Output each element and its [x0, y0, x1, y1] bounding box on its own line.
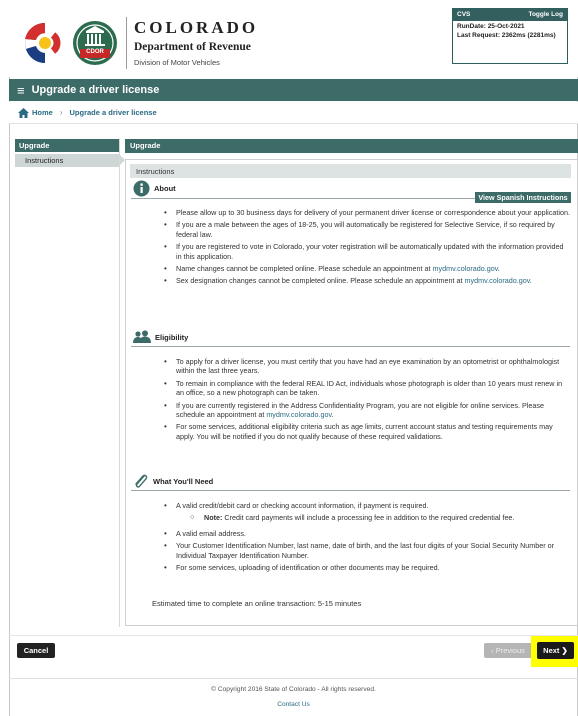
mydmv-link[interactable]: mydmv.colorado.gov	[464, 276, 530, 286]
about-list	[160, 208, 570, 289]
list-item: • If you are registered to vote in Colorado, your voter registration will be automatically updated with the information provided in this application.	[160, 242, 570, 261]
eligibility-title: Eligibility	[155, 332, 189, 342]
footer-nav-divider	[9, 635, 578, 636]
note-label: Note:	[204, 513, 223, 523]
what-youll-need-title: What You'll Need	[153, 477, 214, 486]
acp-text: If you are currently registered in the Address Confidentiality Program, you are not eligible for online services. Please schedule an appointment at	[176, 400, 544, 420]
eligibility-section-title	[133, 330, 188, 344]
previous-button[interactable]: ‹ Previous	[484, 643, 532, 658]
brand-division: Division of Motor Vehicles	[134, 58, 220, 67]
environment-info-box	[452, 8, 568, 64]
next-button[interactable]	[537, 642, 574, 659]
name-change-text: Name changes cannot be completed online. Please schedule an appointment at	[176, 264, 433, 274]
page-title: Upgrade a driver license	[31, 84, 160, 96]
estimated-time: Estimated time to complete an online transaction: 5-15 minutes	[152, 599, 362, 608]
period: .	[331, 410, 334, 420]
list-item: • Please allow up to 30 business days for delivery of your permanent driver license or correspondence about your application.	[160, 208, 570, 217]
breadcrumb-current[interactable]: Upgrade a driver license	[69, 108, 157, 117]
about-section-title	[133, 180, 176, 197]
what-youll-need-section-title	[133, 473, 213, 490]
left-nav-header: Upgrade	[15, 139, 119, 152]
cdor-seal-icon	[72, 19, 118, 67]
chevron-right-icon: ❯	[561, 646, 568, 655]
period: .	[497, 264, 500, 274]
list-item: • To remain in compliance with the federal REAL ID Act, individuals whose photograph is older than 10 years must renew in an office, so a new photograph can be taken.	[160, 379, 570, 398]
people-icon	[133, 330, 151, 344]
list-item: • To apply for a driver license, you must certify that you have had an eye examination by an optometrist or ophthalmologist within the last three years.	[160, 357, 570, 376]
page-title-bar	[9, 79, 578, 101]
left-nav-divider	[119, 139, 120, 627]
list-item: • For some services, uploading of identification or other documents may be required.	[160, 563, 570, 572]
breadcrumb	[9, 102, 578, 124]
brand-title: COLORADO	[134, 18, 259, 37]
list-item: • If you are a male between the ages of 18-25, you will automatically be registered for Selective Service, if so required by federal law.	[160, 220, 570, 239]
seal-label: CDOR	[86, 49, 104, 55]
list-item	[160, 401, 570, 420]
sex-change-text: Sex designation changes cannot be completed online. Please schedule an appointment at	[176, 276, 465, 286]
list-item	[160, 276, 570, 285]
breadcrumb-separator: ›	[59, 108, 63, 117]
toggle-log-link[interactable]: Toggle Log	[528, 11, 563, 18]
mydmv-link[interactable]: mydmv.colorado.gov	[432, 264, 498, 274]
breadcrumb-home-link[interactable]: Home	[32, 108, 53, 117]
period: .	[529, 276, 532, 286]
footer-divider	[9, 678, 578, 679]
colorado-c-logo-icon	[23, 21, 67, 65]
home-icon[interactable]	[18, 108, 29, 118]
brand-department: Department of Revenue	[134, 41, 251, 53]
list-item: • For some services, additional eligibility criteria such as age limits, current account status and testing requirements may apply. You will be notified if you do not qualify because of these required validations.	[160, 422, 570, 441]
list-item	[160, 501, 570, 523]
need-list	[160, 501, 570, 575]
next-label: Next	[543, 646, 560, 655]
instructions-header: Instructions	[130, 164, 571, 178]
environment-label: CVS	[457, 11, 471, 18]
copyright: © Copyright 2016 State of Colorado - All rights reserved.	[211, 686, 376, 693]
brand-block	[126, 17, 258, 69]
environment-info-header	[453, 9, 567, 21]
main-header: Upgrade	[125, 139, 578, 153]
eligibility-list	[160, 357, 570, 444]
note-item	[176, 513, 570, 522]
last-request: Last Request: 2362ms (2281ms)	[457, 32, 556, 39]
info-icon	[133, 180, 150, 197]
paperclip-icon	[133, 473, 149, 490]
colorado-logo[interactable]	[23, 19, 127, 67]
contact-us-link[interactable]: Contact Us	[277, 701, 310, 708]
about-title: About	[154, 184, 176, 193]
list-item: • A valid email address.	[160, 529, 570, 538]
mydmv-link[interactable]: mydmv.colorado.gov	[266, 410, 332, 420]
list-item: • Your Customer Identification Number, last name, date of birth, and the last four digits of your Social Security Number or Individual Taxpayer Identification Number.	[160, 541, 570, 560]
need-rule	[131, 490, 570, 491]
eligibility-rule	[131, 346, 570, 347]
card-text: A valid credit/debit card or checking account information, if payment is required.	[176, 501, 429, 510]
cancel-button[interactable]: Cancel	[17, 643, 55, 658]
run-date: RunDate: 25-Oct-2021	[457, 23, 525, 30]
hamburger-menu-icon[interactable]: ≡	[17, 82, 25, 98]
list-item	[160, 264, 570, 273]
left-nav	[15, 139, 119, 167]
note-text: Credit card payments will include a processing fee in addition to the required credential fee.	[222, 513, 515, 523]
left-nav-item-instructions[interactable]: Instructions	[15, 154, 119, 167]
previous-label: Previous	[495, 646, 525, 655]
view-spanish-instructions-button[interactable]: View Spanish Instructions	[475, 192, 571, 203]
